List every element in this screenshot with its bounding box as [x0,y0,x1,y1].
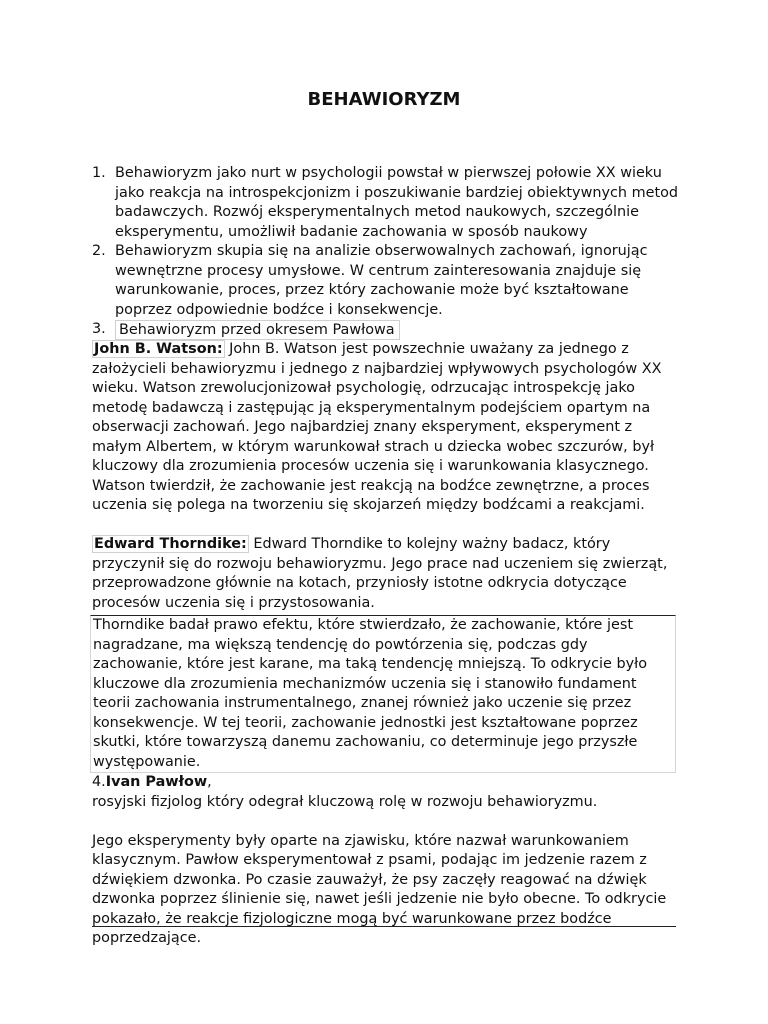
list-item [92,242,682,320]
pavlov-line: rosyjski fizjolog który odegrał kluczową rolę w rozwoju behawioryzmu. [92,793,598,810]
pavlov-comma: , [207,774,212,790]
thorndike-paragraph [92,535,682,613]
list-number: 3. [92,321,106,337]
list-item-text: Behawioryzm skupia się na analizie obserwowalnych zachowań, ignorując wewnętrzne procesy umysłowe. W centrum zainteresowania znajduje się warunkowanie, proces, przez który zachowanie może być kształtowane poprzez odpowiednie bodźce i konsekwencje. [115,243,648,318]
watson-text: John B. Watson jest powszechnie uważany za jednego z założycieli behawioryzmu i jednego z najbardziej wpływowych psychologów XX wieku. Watson zrewolucjonizował psychologię, odrzucając introspekcję jako metodę badawczą i zastępując ją eksperymentalnym podejściem opartym na obserwacji zachowań. Jego najbardziej znany eksperyment, eksperyment z małym Albertem, w którym warunkował strach u dziecka wobec szczurów, był kluczowy dla zrozumienia procesów uczenia się i warunkowania klasycznego. Watson twierdził, że zachowanie jest reakcją na bodźce zewnętrzne, a proces uczenia się polega na tworzeniu się skojarzeń między bodźcami a reakcjami. [92,341,662,513]
thorndike-boxed-paragraph: Thorndike badał prawo efektu, które stwierdzało, że zachowanie, które jest nagradzane, ma większą tendencję do powtórzenia się, podczas gdy zachowanie, które jest karane, ma taką tendencję mniejszą. To odkrycie było kluczowe dla zrozumienia mechanizmów uczenia się i stanowiło fundament teorii zachowania instrumentalnego, znanej również jako uczenie się przez konsekwencje. W tej teorii, zachowanie jednostki jest kształtowane poprzez skutki, które towarzyszą danemu zachowaniu, co determinuje jego przyszłe występowanie. [90,615,676,773]
list-item [92,164,682,242]
list-item-text: Behawioryzm przed okresem Pawłowa [115,320,400,340]
bottom-divider [92,926,676,927]
list-number: 1. [92,165,106,181]
watson-label: John B. Watson: [94,341,223,357]
list-number: 2. [92,243,106,259]
list-item [92,320,682,340]
document-body [92,340,682,949]
paragraph-spacer [92,812,682,832]
watson-paragraph [92,340,682,516]
numbered-list [92,164,682,340]
document-title: BEHAWIORYZM [307,89,461,110]
pavlov-paragraph: Jego eksperymenty były oparte na zjawisku, które nazwał warunkowaniem klasycznym. Pawłow eksperymentował z psami, podając im jedzenie razem z dźwiękiem dzwonka. Po czasie zauważył, że psy zaczęły reagować na dźwięk dzwonka poprzez ślinienie się, nawet jeśli jedzenie nie było obecne. To odkrycie pokazało, że reakcje fizjologiczne mogą być warunkowane przez bodźce poprzedzające. [92,832,667,946]
pavlov-heading [92,773,682,793]
list-item-text: Behawioryzm jako nurt w psychologii powstał w pierwszej połowie XX wieku jako reakcja na introspekcjonizm i poszukiwanie bardziej obiektywnych metod badawczych. Rozwój eksperymentalnych metod naukowych, szczególnie eksperymentu, umożliwił badanie zachowania w sposób naukowy [115,165,679,240]
thorndike-text: Edward Thorndike to kolejny ważny badacz, który przyczynił się do rozwoju behawioryzmu. Jego prace nad uczeniem się zwierząt, przeprowadzone głównie na kotach, przyniosły istotne odkrycia dotyczące procesów uczenia się i przystosowania. [92,536,668,611]
paragraph-spacer [92,516,682,536]
pavlov-name: Ivan Pawłow [105,774,208,790]
thorndike-label: Edward Thorndike: [94,536,247,552]
pavlov-number: 4. [92,774,106,790]
